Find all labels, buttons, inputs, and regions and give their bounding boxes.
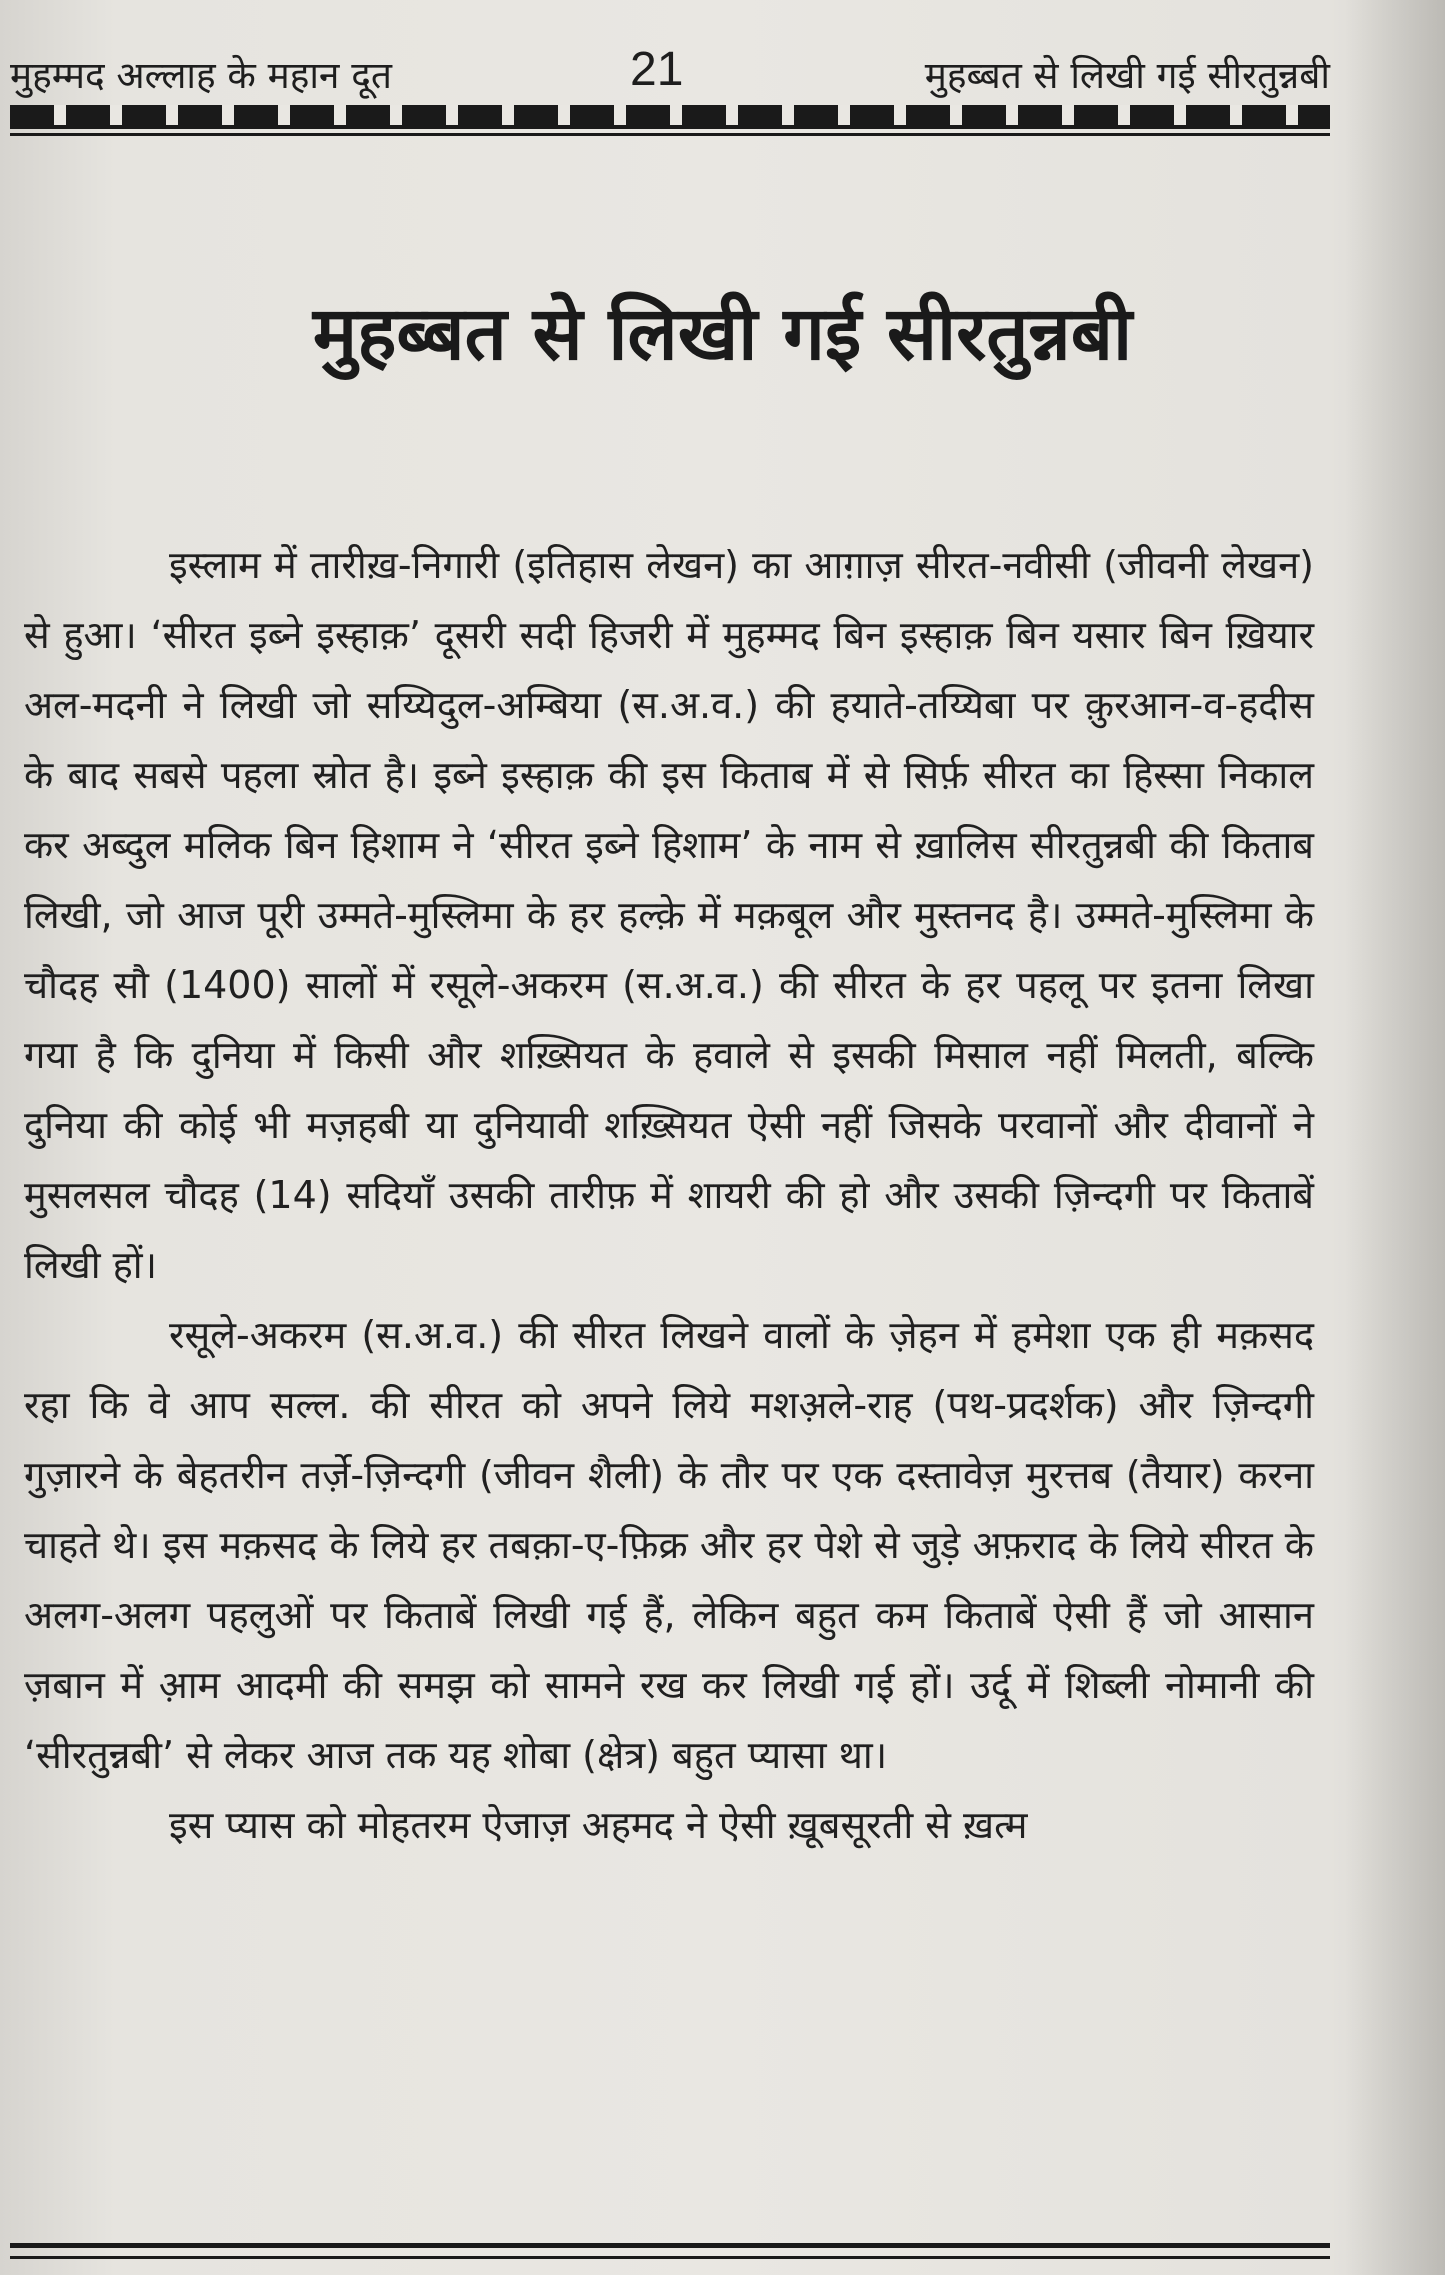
footer-thin-rule <box>10 2256 1330 2259</box>
page-edge-shadow <box>1345 0 1445 2275</box>
running-head-left: मुहम्मद अल्लाह के महान दूत <box>10 54 392 97</box>
page-header <box>10 40 1330 110</box>
chapter-title: मुहब्बत से लिखी गई सीरतुन्नबी <box>312 291 1133 377</box>
paragraph-1: इस्लाम में तारीख़-निगारी (इतिहास लेखन) का आग़ाज़ सीरत-नवीसी (जीवनी लेखन) से हुआ। ‘सीरत इब्ने इस्हाक़’ दूसरी सदी हिजरी में मुहम्मद बिन इस्हाक़ बिन यसार बिन ख़ियार अल-मदनी ने लिखी जो सय्यिदुल-अम्बिया (स.अ.व.) की हयाते-तय्यिबा पर क़ुरआन-व-हदीस के बाद सबसे पहला स्रोत है। इब्ने इस्हाक़ की इस किताब में से सिर्फ़ सीरत का हिस्सा निकाल कर अब्दुल मलिक बिन हिशाम ने ‘सीरत इब्ने हिशाम’ के नाम से ख़ालिस सीरतुन्नबी की किताब लिखी, जो आज पूरी उम्मते-मुस्लिमा के हर हल्क़े में मक़बूल और मुस्तनद है। उम्मते-मुस्लिमा के चौदह सौ (1400) सालों में रसूले-अकरम (स.अ.व.) की सीरत के हर पहलू पर इतना लिखा गया है कि दुनिया में किसी और शख़्सियत के हवाले से इसकी मिसाल नहीं मिलती, बल्कि दुनिया की कोई भी मज़हबी या दुनियावी शख़्सियत ऐसी नहीं जिसके परवानों और दीवानों ने मुसलसल चौदह (14) सदियाँ उसकी तारीफ़ में शायरी की हो और उसकी ज़िन्दगी पर किताबें लिखी हों। <box>24 543 1314 1287</box>
body-text <box>24 530 1314 1860</box>
footer-thick-rule <box>10 2243 1330 2248</box>
paragraph-2: रसूले-अकरम (स.अ.व.) की सीरत लिखने वालों के ज़ेहन में हमेशा एक ही मक़सद रहा कि वे आप सल्ल. की सीरत को अपने लिये मशअ़ले-राह (पथ-प्रदर्शक) और ज़िन्दगी गुज़ारने के बेहतरीन तर्ज़े-ज़िन्दगी (जीवन शैली) के तौर पर एक दस्तावेज़ मुरत्तब (तैयार) करना चाहते थे। इस मक़सद के लिये हर तबक़ा-ए-फ़िक्र और हर पेशे से जुड़े अफ़राद के लिये सीरत के अलग-अलग पहलुओं पर किताबें लिखी गई हैं, लेकिन बहुत कम किताबें ऐसी हैं जो आसान ज़बान में आ़म आदमी की समझ को सामने रख कर लिखी गई हों। उर्दू में शिब्ली नोमानी की ‘सीरतुन्नबी’ से लेकर आज तक यह शोबा (क्षेत्र) बहुत प्यासा था। <box>24 1313 1314 1777</box>
running-head-right: मुहब्बत से लिखी गई सीरतुन्नबी <box>924 54 1330 97</box>
paragraph-3: इस प्यास को मोहतरम ऐजाज़ अहमद ने ऐसी ख़ूबसूरती से ख़त्म <box>169 1803 1028 1847</box>
page-number: 21 <box>630 43 684 96</box>
header-decorative-rule <box>10 105 1330 129</box>
header-thin-rule <box>10 133 1330 136</box>
